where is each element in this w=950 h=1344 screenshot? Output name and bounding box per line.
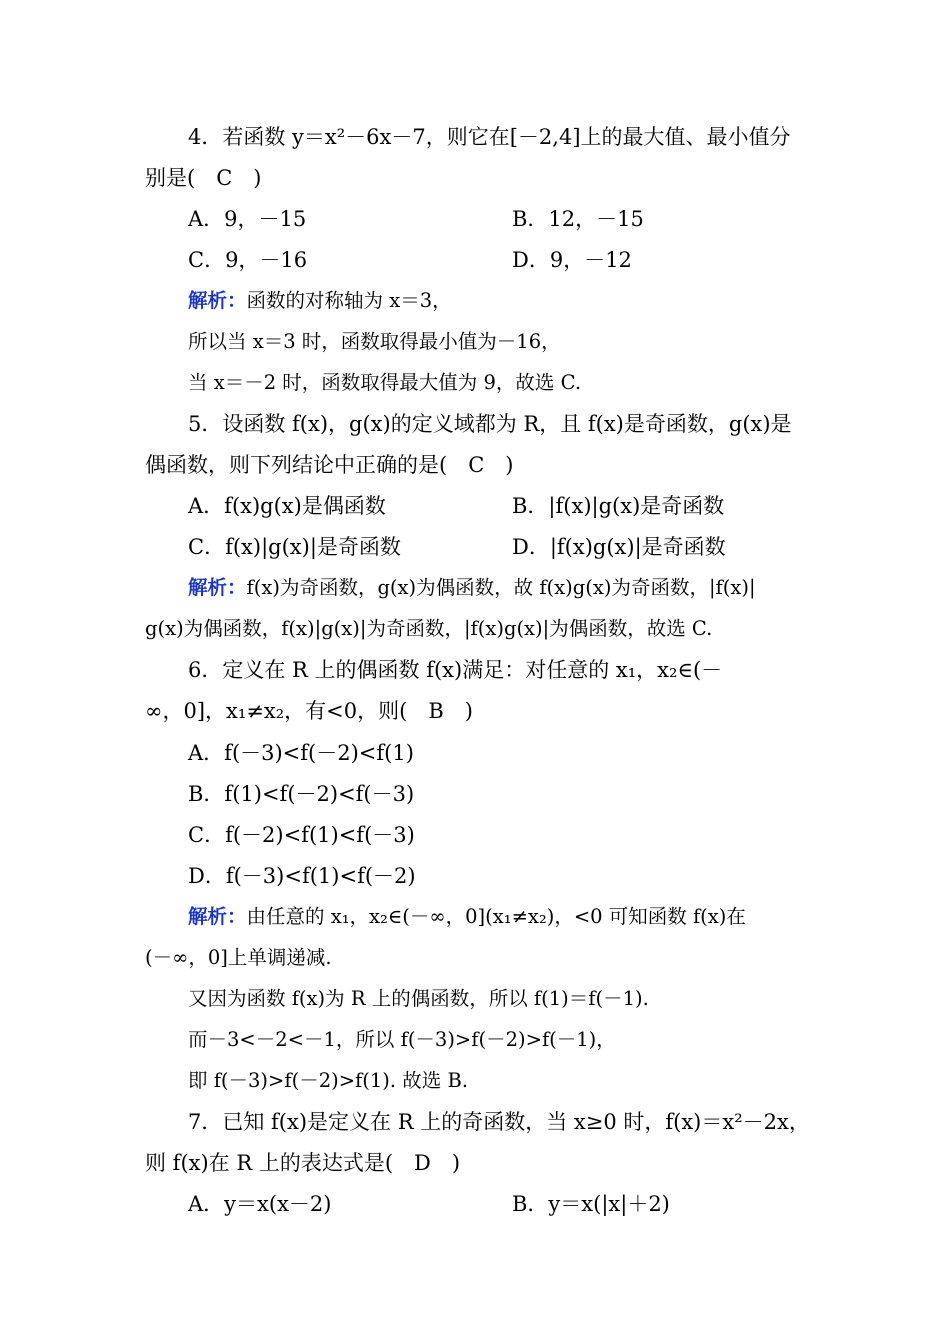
q4-analysis-label: 解析： (188, 289, 247, 312)
q7-option-a: A．y＝x(x－2) (188, 1192, 332, 1216)
q4-option-c: C．9，－16 (188, 248, 308, 272)
q6-option-a: A．f(－3)<f(－2)<f(1) (188, 741, 414, 765)
q6-solution-line1 (188, 900, 746, 934)
q4-solution-line2: 所以当 x＝3 时，函数取得最小值为－16， (188, 330, 561, 353)
q4-solution-text1: 函数的对称轴为 x＝3， (246, 289, 452, 312)
q6-stem-line1: 6．定义在 R 上的偶函数 f(x)满足：对任意的 x₁，x₂∈(－ (188, 658, 723, 682)
q5-option-b: B．|f(x)|g(x)是奇函数 (512, 494, 725, 518)
q6-option-d: D．f(－3)<f(1)<f(－2) (188, 864, 416, 888)
q7-stem-line1: 7．已知 f(x)是定义在 R 上的奇函数，当 x≥0 时，f(x)＝x²－2x， (188, 1110, 810, 1134)
q6-stem-line2: ∞，0]，x₁≠x₂，有<0，则( B ) (145, 699, 473, 723)
q5-stem-line1: 5．设函数 f(x)，g(x)的定义域都为 R，且 f(x)是奇函数，g(x)是 (188, 412, 792, 436)
q4-stem-line1: 4．若函数 y＝x²－6x－7，则它在[－2,4]上的最大值、最小值分 (188, 125, 791, 149)
q4-option-a: A．9，－15 (188, 207, 307, 231)
q6-solution-line3: 又因为函数 f(x)为 R 上的偶函数，所以 f(1)＝f(－1). (188, 987, 649, 1010)
q5-solution-line2: g(x)为偶函数，f(x)|g(x)|为奇函数，|f(x)g(x)|为偶函数，故选 C. (145, 617, 713, 640)
q5-option-c: C．f(x)|g(x)|是奇函数 (188, 535, 401, 559)
q4-stem-line2: 别是( C ) (145, 166, 262, 190)
q6-solution-line2: (－∞，0]上单调递减. (145, 946, 332, 969)
q6-solution-line5: 即 f(－3)>f(－2)>f(1). 故选 B. (188, 1069, 469, 1092)
q7-option-b: B．y＝x(|x|＋2) (512, 1192, 670, 1216)
q6-option-b: B．f(1)<f(－2)<f(－3) (188, 782, 415, 806)
q7-stem-line2: 则 f(x)在 R 上的表达式是( D ) (145, 1151, 461, 1175)
q6-solution-line4: 而－3<－2<－1，所以 f(－3)>f(－2)>f(－1)， (188, 1028, 616, 1051)
q4-solution-line3: 当 x＝－2 时，函数取得最大值为 9，故选 C. (188, 371, 582, 394)
q5-solution-text1: f(x)为奇函数，g(x)为偶函数，故 f(x)g(x)为奇函数，|f(x)| (246, 576, 756, 599)
q5-stem-line2: 偶函数，则下列结论中正确的是( C ) (145, 453, 514, 477)
q4-option-b: B．12，－15 (512, 207, 644, 231)
q6-option-c: C．f(－2)<f(1)<f(－3) (188, 823, 415, 847)
q6-analysis-label: 解析： (188, 905, 247, 928)
q5-solution-line1 (188, 571, 756, 605)
q5-option-a: A．f(x)g(x)是偶函数 (188, 494, 386, 518)
q5-analysis-label: 解析： (188, 576, 247, 599)
q5-option-d: D．|f(x)g(x)|是奇函数 (512, 535, 726, 559)
q4-solution-line1 (188, 284, 452, 318)
q4-option-d: D．9，－12 (512, 248, 632, 272)
q6-solution-text1: 由任意的 x₁，x₂∈(－∞，0](x₁≠x₂)，<0 可知函数 f(x)在 (246, 905, 746, 928)
